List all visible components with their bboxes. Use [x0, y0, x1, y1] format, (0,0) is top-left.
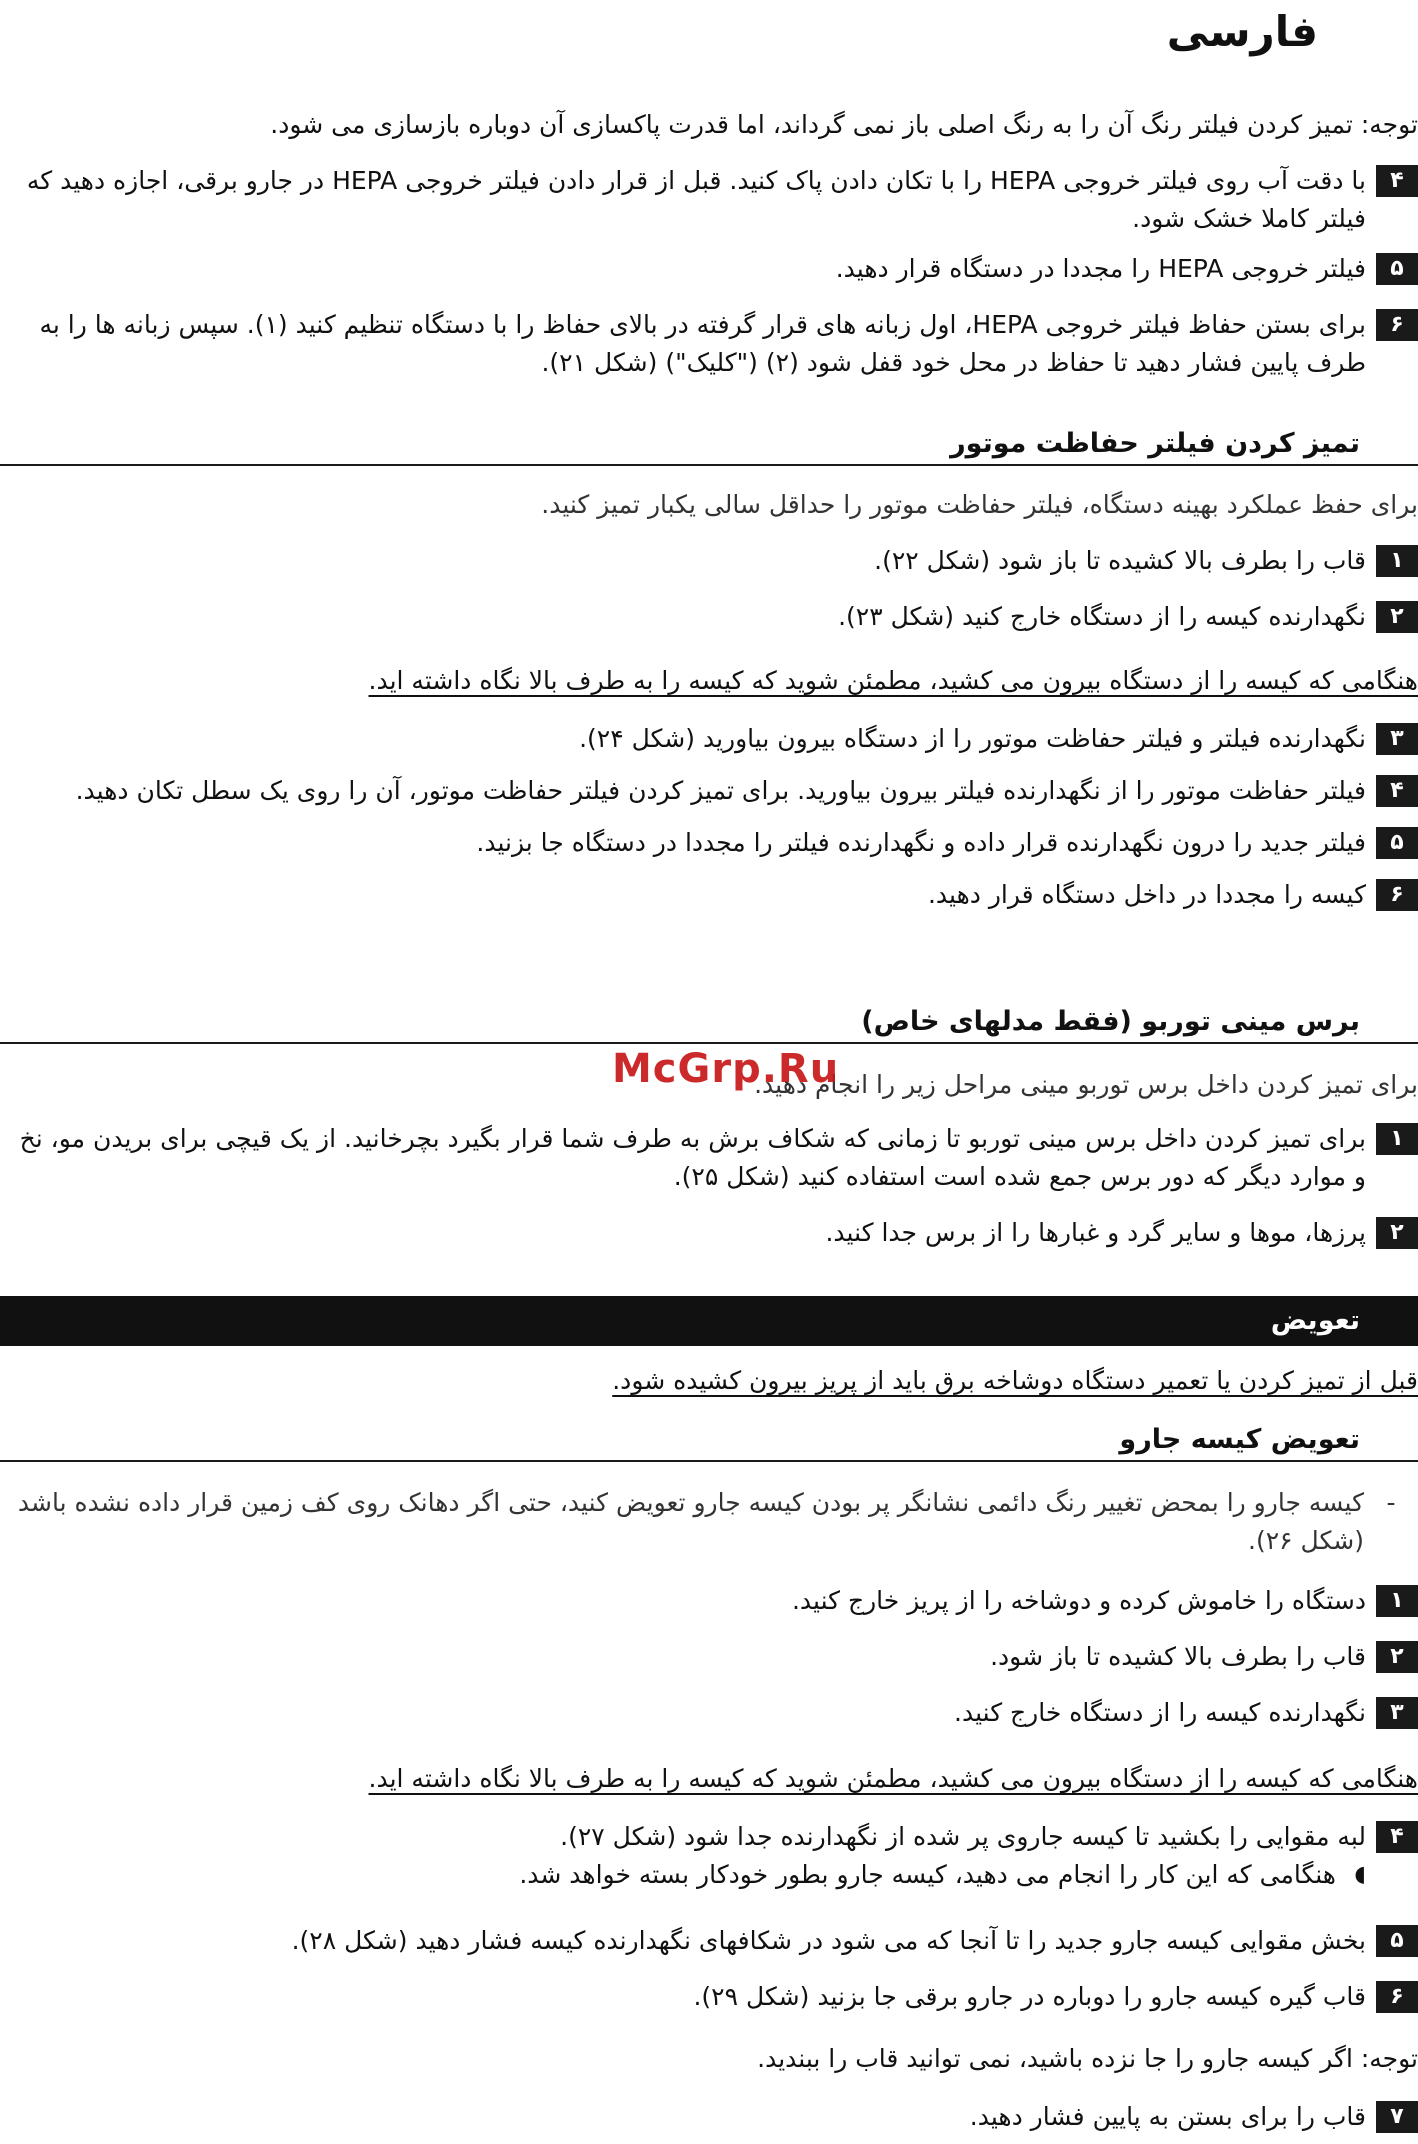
step-text: کیسه را مجددا در داخل دستگاه قرار دهید. [927, 880, 1366, 909]
note-unplug: قبل از تمیز کردن یا تعمیر دستگاه دوشاخه برق باید از پریز بیرون کشیده شود. [612, 1366, 1418, 1395]
step-number: ۶ [1376, 1981, 1418, 2013]
step-item [0, 1694, 1418, 1732]
step-item [0, 306, 1418, 382]
step-item [0, 1818, 1418, 1856]
step-item [0, 876, 1418, 914]
step-text: قاب را بطرف بالا کشیده تا باز شود (شکل ۲۲). [874, 546, 1366, 575]
step-number: ۷ [1376, 2101, 1418, 2133]
bullet-text: هنگامی که این کار را انجام می دهید، کیسه جارو بطور خودکار بسته خواهد شد. [519, 1860, 1336, 1889]
step-list-turbo [0, 1120, 1418, 1252]
step-number: ۱ [1376, 1585, 1418, 1617]
step-text: با دقت آب روی فیلتر خروجی HEPA را با تکان دادن پاک کنید. قبل از قرار دادن فیلتر خروجی HEPA در جارو برقی، اجازه دهید که فیلتر کاملا خشک شود. [26, 166, 1366, 233]
note-bag-lift-2: هنگامی که کیسه را از دستگاه بیرون می کشید، مطمئن شوید که کیسه را به طرف بالا نگاه داشته اید. [368, 1764, 1418, 1793]
bullet-item [0, 1856, 1418, 1894]
step-number: ۴ [1376, 165, 1418, 197]
step-text: پرزها، موها و سایر گرد و غبارها را از برس جدا کنید. [825, 1218, 1366, 1247]
dash-list [0, 1484, 1418, 1560]
step-text: فیلتر حفاظت موتور را از نگهدارنده فیلتر بیرون بیاورید. برای تمیز کردن فیلتر حفاظت موتور، آن را روی یک سطل تکان دهید. [75, 776, 1366, 805]
dash-item-text: کیسه جارو را بمحض تغییر رنگ دائمی نشانگر پر بودن کیسه جارو تعویض کنید، حتی اگر دهانک روی کف زمین قرار داده نشده باشد (شکل ۲۶). [17, 1488, 1364, 1555]
dash-item [0, 1484, 1418, 1560]
step-list-hepa [0, 162, 1418, 382]
step-number: ۶ [1376, 309, 1418, 341]
step-number: ۲ [1376, 1641, 1418, 1673]
step-number: ۱ [1376, 1123, 1418, 1155]
step-list-replace-b [0, 1922, 1418, 2016]
step-number: ۲ [1376, 1217, 1418, 1249]
step-item [0, 162, 1418, 238]
step-text: نگهدارنده کیسه را از دستگاه خارج کنید. [954, 1698, 1366, 1727]
step-number: ۳ [1376, 723, 1418, 755]
step-item [0, 598, 1418, 636]
step-text: لبه مقوایی را بکشید تا کیسه جاروی پر شده از نگهدارنده جدا شود (شکل ۲۷). [560, 1822, 1366, 1851]
step-item [0, 1638, 1418, 1676]
step-item [0, 772, 1418, 810]
step-list-replace-a [0, 1582, 1418, 1732]
step-text: قاب گیره کیسه جارو را دوباره در جارو برقی جا بزنید (شکل ۲۹). [693, 1982, 1366, 2011]
step-item [0, 824, 1418, 862]
step-text: قاب را برای بستن به پایین فشار دهید. [969, 2102, 1366, 2131]
heading-turbo-brush: برس مینی توربو (فقط مدلهای خاص) [0, 1002, 1418, 1044]
bullet-marker-icon: ◖ [1354, 1862, 1366, 1887]
step-text: برای تمیز کردن داخل برس مینی توربو تا زمانی که شکاف برش به طرف شما قرار بگیرد بچرخانید. از یک قیچی برای بریدن مو، نخ و موارد دیگر که دور برس جمع شده است استفاده کنید (شکل ۲۵). [19, 1124, 1366, 1191]
step-item [0, 1978, 1418, 2016]
step-number: ۶ [1376, 879, 1418, 911]
step-number: ۵ [1376, 827, 1418, 859]
step-number: ۴ [1376, 775, 1418, 807]
language-title: فارسی [1166, 7, 1318, 56]
note-filter-color: توجه: تمیز کردن فیلتر رنگ آن را به رنگ اصلی باز نمی گرداند، اما قدرت پاکسازی آن دوباره بازسازی می شود. [270, 110, 1418, 139]
step-text: نگهدارنده کیسه را از دستگاه خارج کنید (شکل ۲۳). [838, 602, 1366, 631]
step-item [0, 1922, 1418, 1960]
banner-replacement: تعویض [0, 1296, 1418, 1346]
step-list-motor-a [0, 542, 1418, 636]
step-number: ۴ [1376, 1821, 1418, 1853]
step-item [0, 720, 1418, 758]
step-text: نگهدارنده فیلتر و فیلتر حفاظت موتور را از دستگاه بیرون بیاورید (شکل ۲۴). [579, 724, 1366, 753]
step-text: دستگاه را خاموش کرده و دوشاخه را از پریز خارج کنید. [791, 1586, 1366, 1615]
step-list-motor-b [0, 720, 1418, 914]
step-number: ۵ [1376, 1925, 1418, 1957]
note-bag-lift-1: هنگامی که کیسه را از دستگاه بیرون می کشید، مطمئن شوید که کیسه را به طرف بالا نگاه داشته اید. [368, 666, 1418, 695]
dash-marker-icon: - [1386, 1488, 1396, 1517]
step-text: قاب را بطرف بالا کشیده تا باز شود. [990, 1642, 1366, 1671]
step-text: بخش مقوایی کیسه جارو جدید را تا آنجا که می شود در شکافهای نگهدارنده کیسه فشار دهید (شکل ۲۸). [291, 1926, 1366, 1955]
turbo-brush-intro: برای تمیز کردن داخل برس توربو مینی مراحل زیر را انجام دهید. [754, 1070, 1418, 1099]
step-number: ۳ [1376, 1697, 1418, 1729]
step-item [0, 250, 1418, 288]
step-item [0, 1582, 1418, 1620]
note-lid-close: توجه: اگر کیسه جارو را جا نزده باشید، نمی توانید قاب را ببندید. [757, 2044, 1418, 2073]
step-number: ۱ [1376, 545, 1418, 577]
step-text: برای بستن حفاظ فیلتر خروجی HEPA، اول زبانه های قرار گرفته در بالای حفاظ را با دستگاه تنظیم کنید (۱). سپس زبانه ها را به طرف پایین فشار دهید تا حفاظ در محل خود قفل شود (۲) ("کلیک") (شکل ۲۱). [39, 310, 1366, 377]
heading-replace-bag: تعویض کیسه جارو [0, 1420, 1418, 1462]
step-item [0, 1120, 1418, 1196]
step-list-replace-4 [0, 1818, 1418, 1894]
step-text: فیلتر خروجی HEPA را مجددا در دستگاه قرار دهید. [835, 254, 1366, 283]
step-number: ۵ [1376, 253, 1418, 285]
step-text: فیلتر جدید را درون نگهدارنده قرار داده و نگهدارنده فیلتر را مجددا در دستگاه جا بزنید. [476, 828, 1366, 857]
step-item [0, 1214, 1418, 1252]
step-item [0, 2098, 1418, 2136]
step-item [0, 542, 1418, 580]
step-list-replace-7 [0, 2098, 1418, 2136]
motor-filter-intro: برای حفظ عملکرد بهینه دستگاه، فیلتر حفاظت موتور را حداقل سالی یکبار تمیز کنید. [541, 490, 1418, 519]
heading-motor-filter: تمیز کردن فیلتر حفاظت موتور [0, 424, 1418, 466]
watermark: McGrp.Ru [612, 1046, 840, 1092]
step-number: ۲ [1376, 601, 1418, 633]
